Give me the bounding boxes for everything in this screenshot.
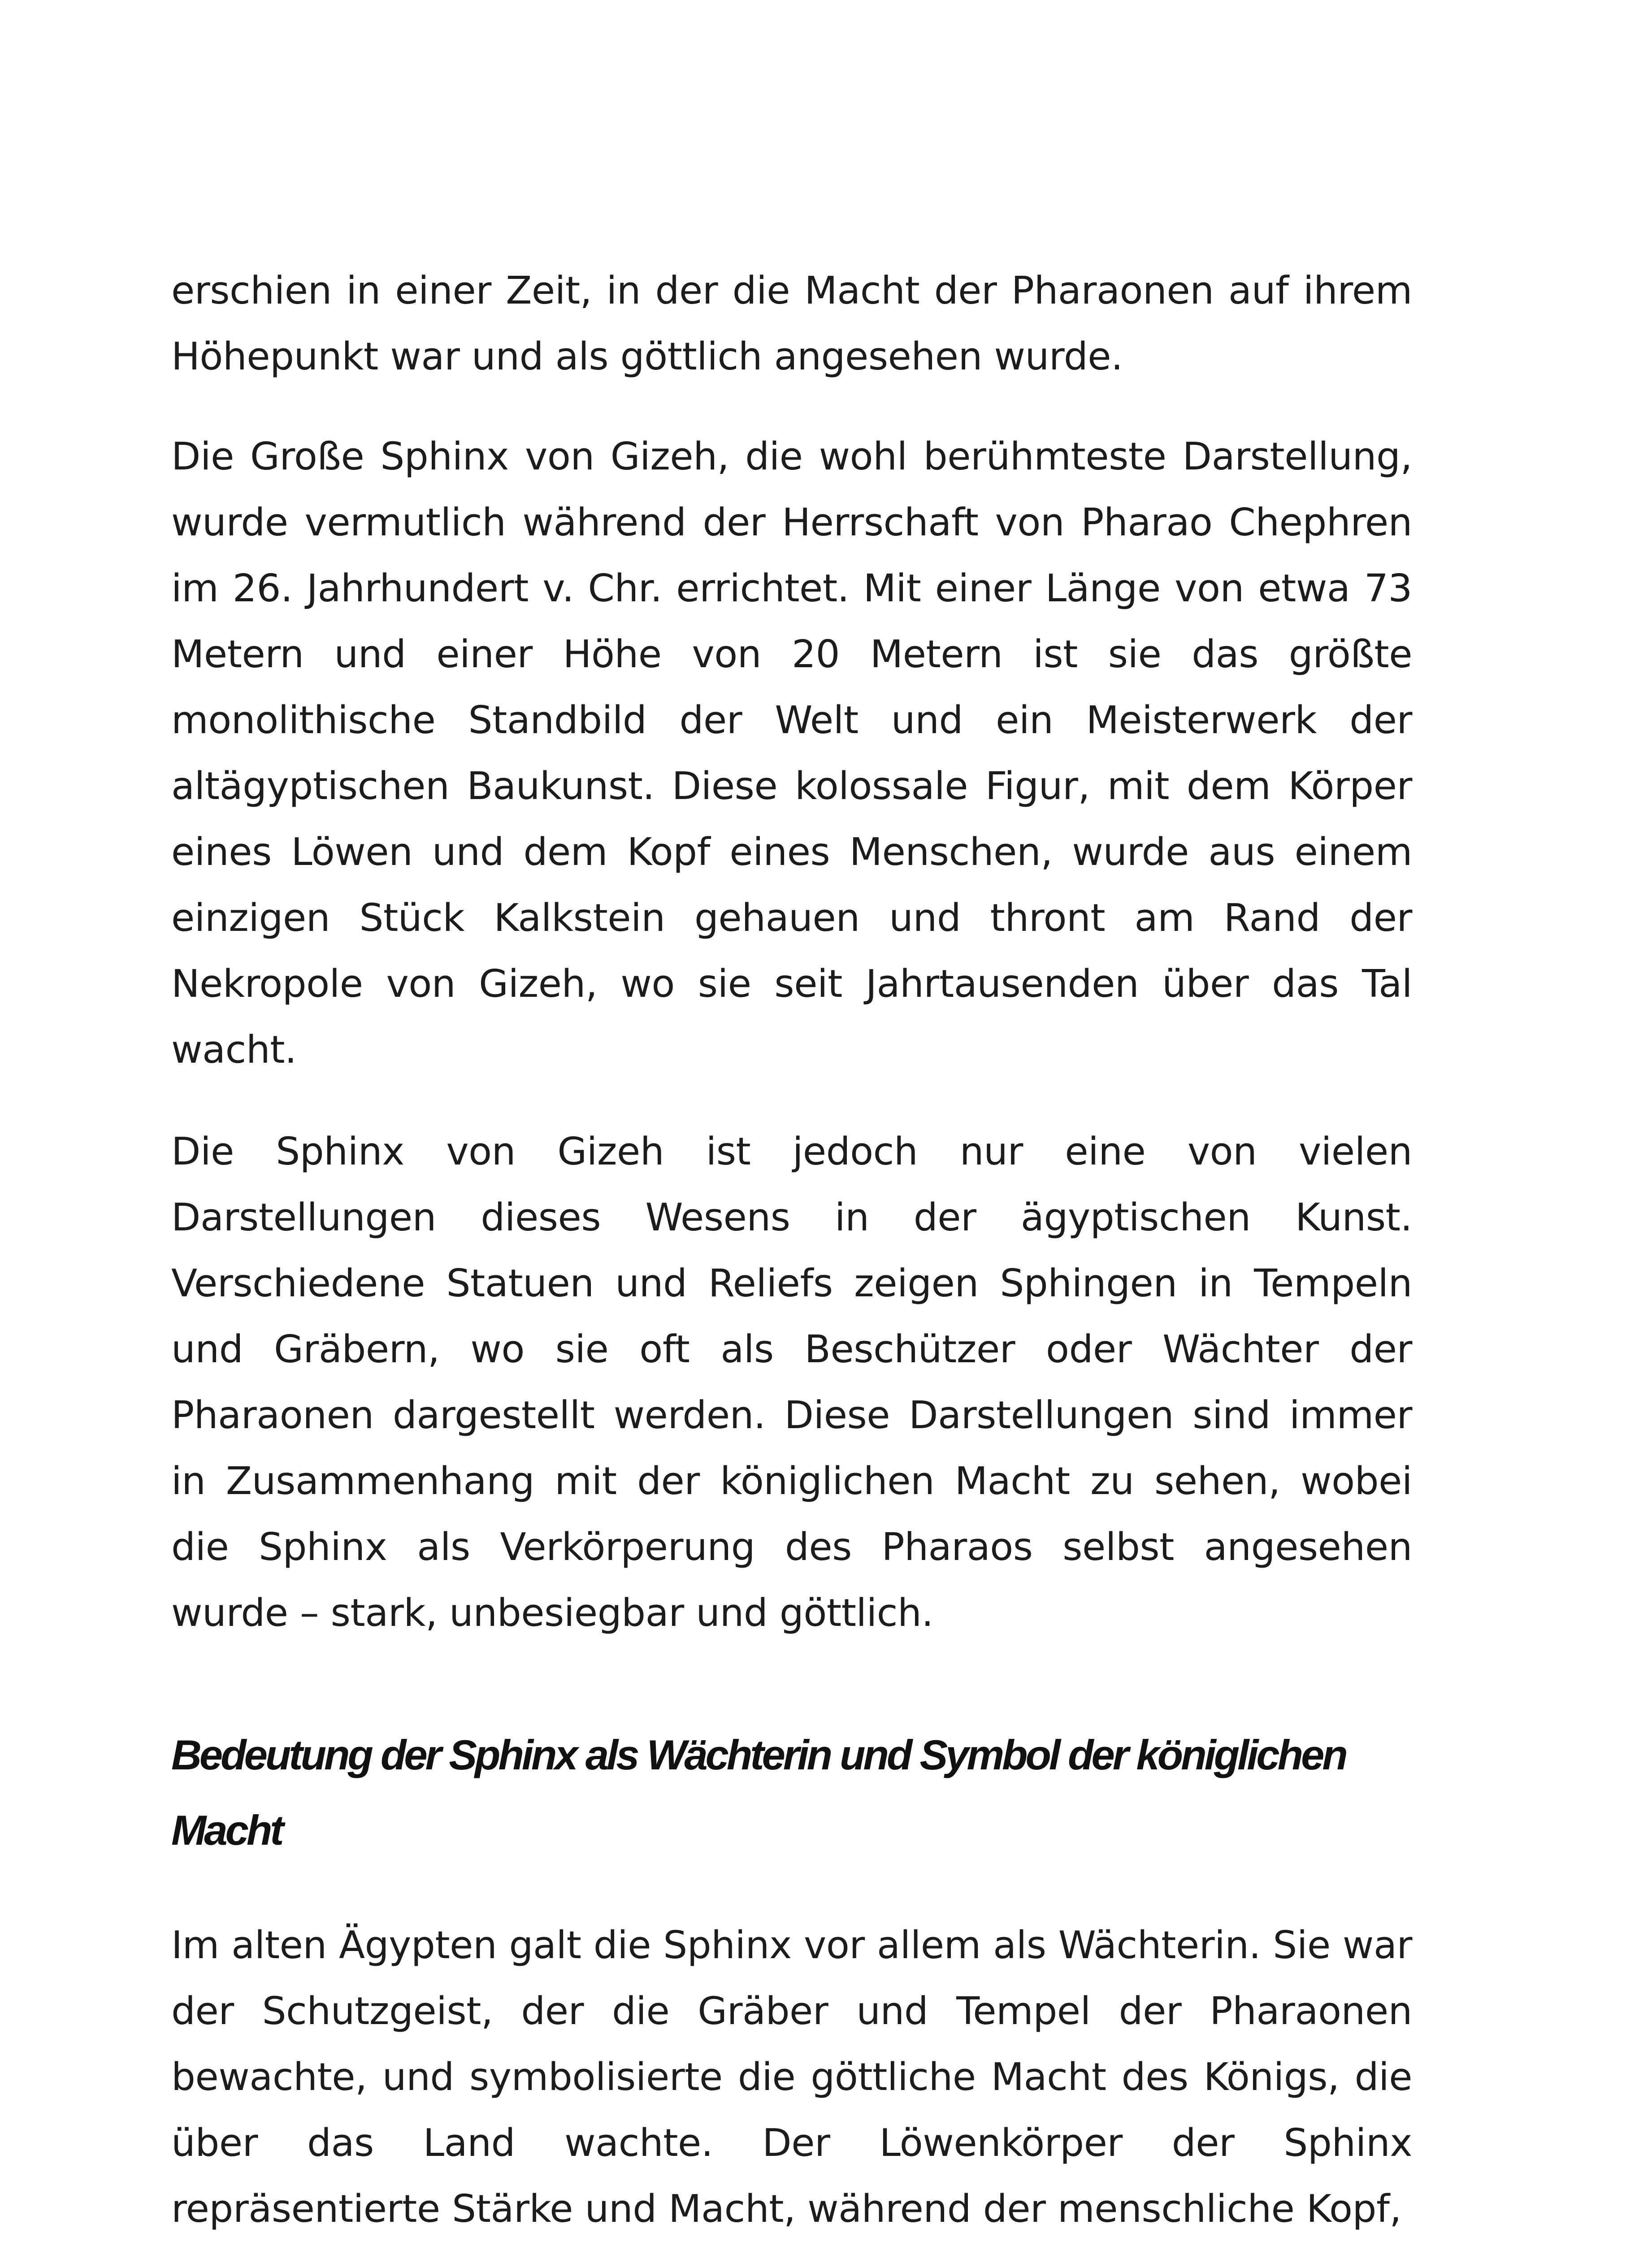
paragraph-other-depictions: Die Sphinx von Gizeh ist jedoch nur eine von vielen Darstellungen dieses Wesens in der ägyptischen Kunst. Verschiedene Statuen und Reliefs zeigen Sphingen in Tempeln und Gräbern, wo sie oft als Beschützer oder Wächter der Pharaonen dargestellt werden. Diese Darstellungen sind immer in Zusammenhang mit der königlichen Macht zu sehen, wobei die Sphinx als Verkörperung des Pharaos selbst angesehen wurde – stark, unbesiegbar und göttlich. xyxy=(171,1130,1412,1635)
paragraph-guardian: Im alten Ägypten galt die Sphinx vor allem als Wächterin. Sie war der Schutzgeist, der die Gräber und Tempel der Pharaonen bewachte, und symbolisierte die göttliche Macht des Königs, die über das Land wachte. Der Löwenkörper der Sphinx repräsentierte Stärke und Macht, während der menschliche Kopf, xyxy=(171,1923,1412,2231)
section-heading: Bedeutung der Sphinx als Wächterin und Symbol der königlichen Macht xyxy=(171,1731,1346,1854)
paragraph-great-sphinx: Die Große Sphinx von Gizeh, die wohl berühmteste Darstellung, wurde vermutlich während der Herrschaft von Pharao Chephren im 26. Jahrhundert v. Chr. errichtet. Mit einer Länge von etwa 73 Metern und einer Höhe von 20 Metern ist sie das größte monolithische Standbild der Welt und ein Meisterwerk der altägyptischen Baukunst. Diese kolossale Figur, mit dem Körper eines Löwen und dem Kopf eines Menschen, wurde aus einem einzigen Stück Kalkstein gehauen und thront am Rand der Nekropole von Gizeh, wo sie seit Jahrtausenden über das Tal wacht. xyxy=(171,434,1412,1072)
paragraph-intro-continuation: erschien in einer Zeit, in der die Macht der Pharaonen auf ihrem Höhepunkt war und als göttlich angesehen wurde. xyxy=(171,269,1412,379)
